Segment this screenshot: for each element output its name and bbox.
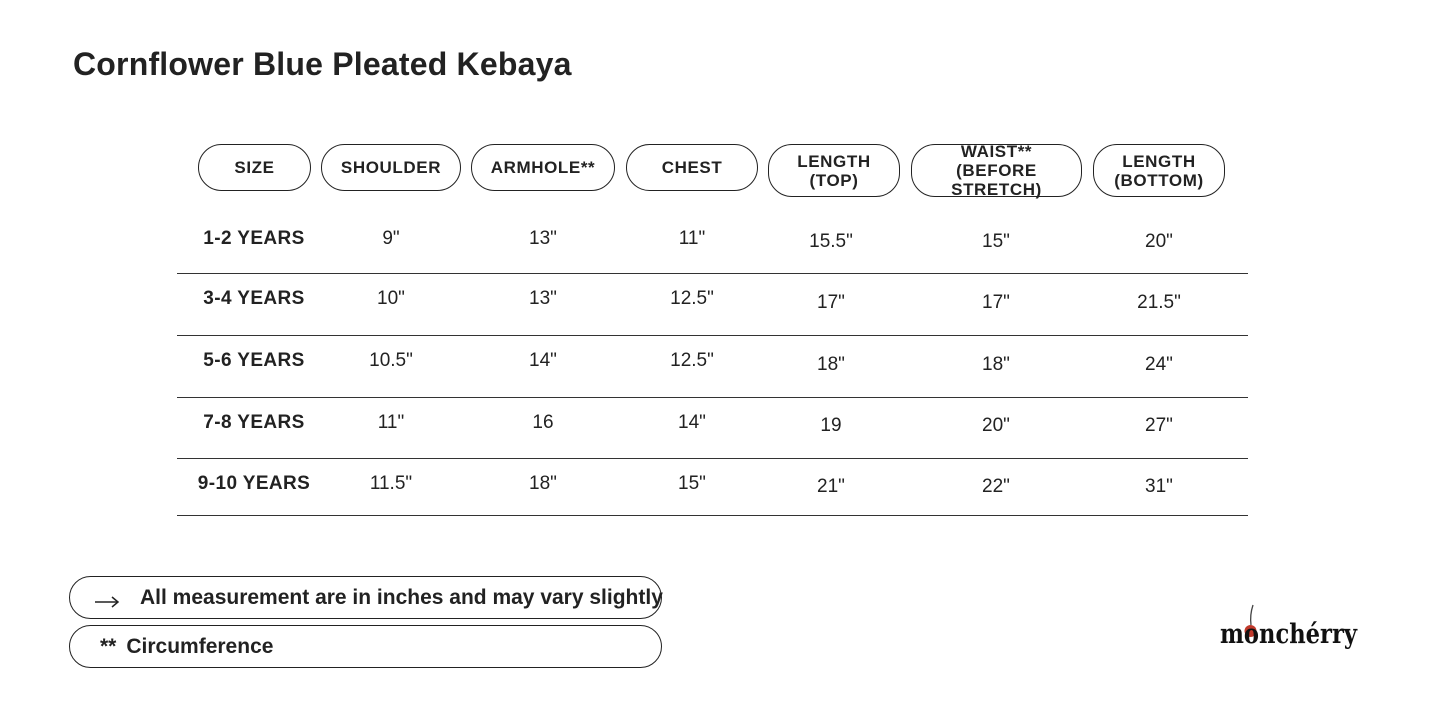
shoulder-cell: 10" [377,288,405,309]
shoulder-cell: 11.5" [369,473,413,494]
moncherry-logo [1220,603,1360,653]
asterisk-marker: ** [100,634,117,658]
chest-cell: 12.5" [670,288,714,309]
length-top-cell: 19 [820,415,842,436]
waist-cell: 15" [982,231,1010,252]
shoulder-cell: 9" [382,228,400,249]
size-cell: 1-2 YEARS [203,228,305,249]
row-divider [177,335,1248,336]
shoulder-cell: 11" [377,412,405,433]
waist-cell: 20" [982,415,1010,436]
page-title: Cornflower Blue Pleated Kebaya [73,46,572,82]
size-cell: 9-10 YEARS [197,473,311,494]
length-top-cell: 18" [817,354,845,375]
armhole-cell: 14" [529,350,557,371]
length-bottom-cell: 20" [1145,231,1173,252]
circumference-note [69,625,662,668]
size-cell: 3-4 YEARS [203,288,305,309]
armhole-cell: 16 [532,412,554,433]
header-length-top: LENGTH (TOP) [768,144,900,197]
armhole-cell: 18" [529,473,557,494]
chest-cell: 12.5" [670,350,714,371]
circumference-note-text: Circumference [126,634,274,658]
length-top-cell: 21" [817,476,845,497]
header-shoulder: SHOULDER [321,144,461,191]
measurement-note-text: All measurement are in inches and may vary slightly [140,585,663,609]
length-top-cell: 15.5" [809,231,853,252]
header-chest: CHEST [626,144,758,191]
shoulder-cell: 10.5" [369,350,413,371]
armhole-cell: 13" [529,228,557,249]
waist-cell: 18" [982,354,1010,375]
header-size: SIZE [198,144,311,191]
svg-text:monchérry: monchérry [1220,619,1359,650]
header-length-bottom: LENGTH (BOTTOM) [1093,144,1225,197]
header-armhole: ARMHOLE** [471,144,615,191]
size-cell: 5-6 YEARS [203,350,305,371]
chest-cell: 14" [678,412,706,433]
row-divider [177,515,1248,516]
row-divider [177,397,1248,398]
chest-cell: 15" [678,473,706,494]
header-waist: WAIST** (BEFORE STRETCH) [911,144,1082,197]
length-bottom-cell: 31" [1145,476,1173,497]
chest-cell: 11" [678,228,706,249]
measurement-note [69,576,662,619]
length-bottom-cell: 21.5" [1137,292,1181,313]
length-top-cell: 17" [817,292,845,313]
row-divider [177,273,1248,274]
length-bottom-cell: 27" [1145,415,1173,436]
row-divider [177,458,1248,459]
arrow-right-icon [94,591,120,605]
length-bottom-cell: 24" [1145,354,1173,375]
waist-cell: 17" [982,292,1010,313]
waist-cell: 22" [982,476,1010,497]
size-cell: 7-8 YEARS [203,412,305,433]
armhole-cell: 13" [529,288,557,309]
